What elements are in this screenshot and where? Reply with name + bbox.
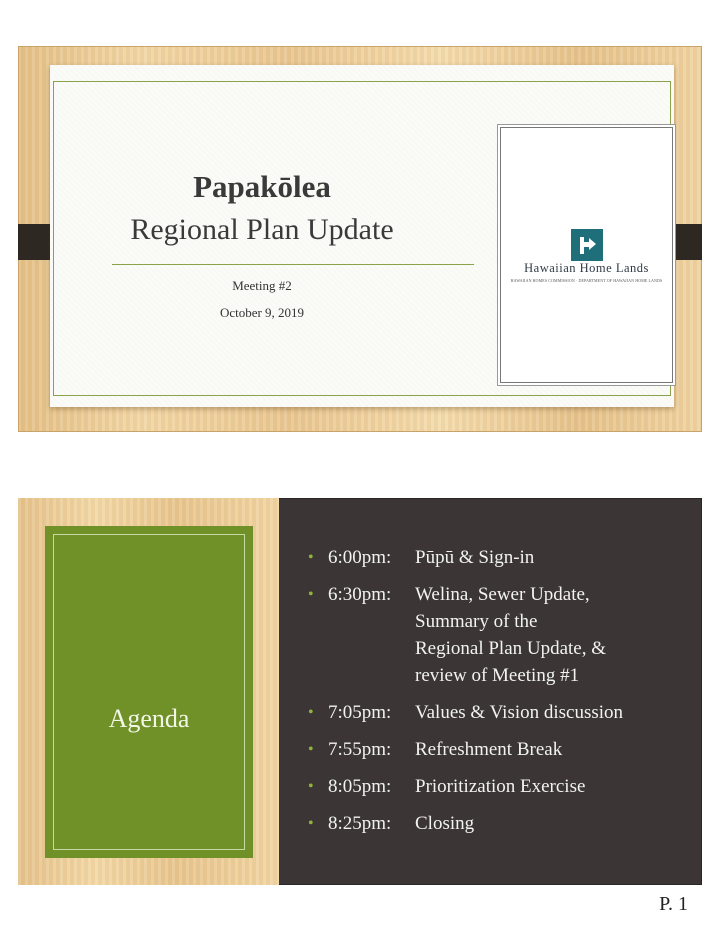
bullet-icon: • (308, 549, 314, 566)
slide-title: Papakōlea (193, 169, 331, 204)
agenda-title: Agenda (108, 704, 190, 733)
agenda-time: 6:00pm: (328, 547, 392, 568)
title-paper (50, 65, 674, 407)
agenda-desc: Welina, Sewer Update, Summary of the Regional Plan Update, & review of Meeting #1 (415, 584, 607, 686)
meeting-date: October 9, 2019 (219, 305, 305, 320)
agenda-time: 7:55pm: (328, 739, 392, 760)
logo-wordmark: Hawaiian Home Lands (524, 261, 649, 275)
slide-subtitle: Regional Plan Update (130, 213, 394, 246)
agenda-time: 8:05pm: (328, 776, 392, 797)
agenda-time: 7:05pm: (328, 702, 392, 723)
agenda-panel-border (53, 534, 245, 850)
meeting-number: Meeting #2 (232, 278, 292, 293)
agenda-list (308, 544, 688, 847)
bullet-icon: • (308, 815, 314, 832)
agenda-item (308, 736, 688, 763)
agenda-desc: Prioritization Exercise (415, 776, 586, 797)
agenda-desc: Values & Vision discussion (415, 702, 624, 723)
bullet-icon: • (308, 778, 314, 795)
agenda-title-panel (45, 526, 253, 858)
agenda-item (308, 699, 688, 726)
page-number: P. 1 (659, 893, 688, 915)
logo-frame (500, 127, 673, 383)
agenda-item (308, 773, 688, 800)
title-divider (112, 264, 474, 265)
bullet-icon: • (308, 586, 314, 603)
agenda-time: 6:30pm: (328, 584, 392, 605)
wood-panel (18, 498, 279, 885)
bullet-icon: • (308, 741, 314, 758)
title-slide (18, 46, 702, 432)
logo-tagline: HAWAIIAN HOMES COMMISSION · DEPARTMENT OF HAWAIIAN HOME LANDS (510, 278, 663, 283)
agenda-item (308, 581, 688, 689)
agenda-desc: Pūpū & Sign-in (415, 547, 535, 568)
agenda-desc: Refreshment Break (415, 739, 563, 760)
hhl-logo-icon (571, 229, 603, 261)
agenda-slide (18, 498, 702, 885)
agenda-item (308, 544, 688, 571)
agenda-desc: Closing (415, 813, 475, 834)
agenda-time: 8:25pm: (328, 813, 392, 834)
agenda-item (308, 810, 688, 837)
bullet-icon: • (308, 704, 314, 721)
